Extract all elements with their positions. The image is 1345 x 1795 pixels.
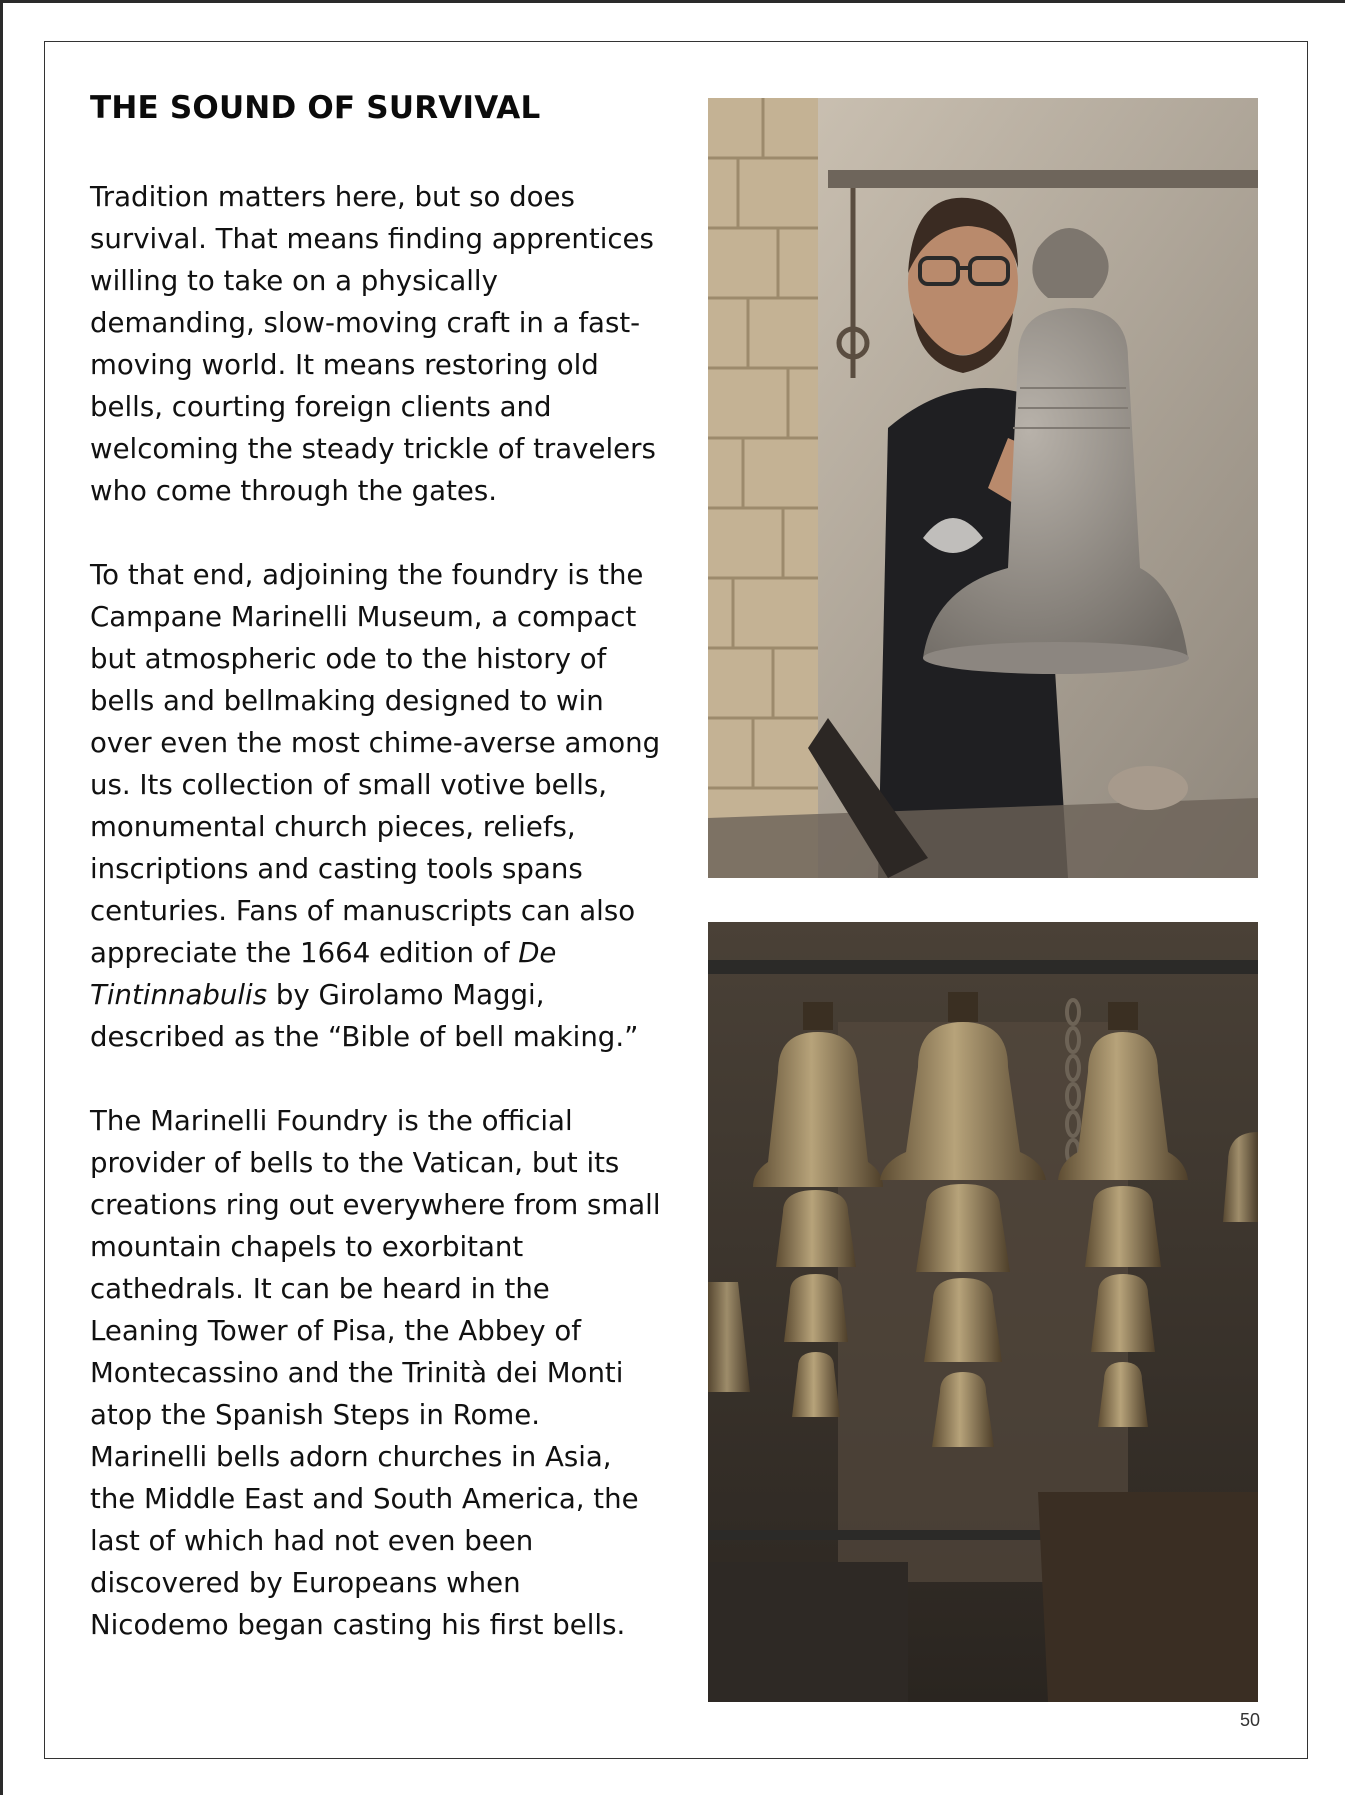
paragraph-text: by Girolamo Maggi, described as the “Bible of bell making.” [90,978,639,1053]
paragraph-text: To that end, adjoining the foundry is the Campane Marinelli Museum, a compact but atmospheric ode to the history of bells and bellmaking designed to win over even the most chime-averse among us. Its collection of small votive bells, monumental church pieces, reliefs, inscriptions and casting tools spans centuries. Fans of manuscripts can also appreciate the 1664 edition of [90,558,661,969]
article-body [90,176,665,1688]
article-heading: THE SOUND OF SURVIVAL [90,90,541,126]
craftsman-photo-illustration [708,98,1258,878]
paragraph-text: Tradition matters here, but so does survival. That means finding apprentices willing to take on a physically demanding, slow-moving craft in a fast-moving world. It means restoring old bells, courting foreign clients and welcoming the steady trickle of travelers who come through the gates. [90,180,656,507]
body-paragraph [90,554,665,1058]
body-paragraph [90,176,665,512]
paragraph-text: The Marinelli Foundry is the official provider of bells to the Vatican, but its creations ring out everywhere from small mountain chapels to exorbitant cathedrals. It can be heard in the Leaning Tower of Pisa, the Abbey of Montecassino and the Trinità dei Monti atop the Spanish Steps in Rome. Marinelli bells adorn churches in Asia, the Middle East and South America, the last of which had not even been discovered by Europeans when Nicodemo began casting his first bells. [90,1104,661,1641]
book-title: De Tintinnabulis [90,936,557,1011]
page-number: 50 [1240,1710,1261,1730]
bells-photo-illustration [708,922,1258,1702]
photo-hanging-bronze-bells [708,922,1258,1702]
body-paragraph [90,1100,665,1646]
photo-craftsman-with-clay-bell-mold [708,98,1258,878]
